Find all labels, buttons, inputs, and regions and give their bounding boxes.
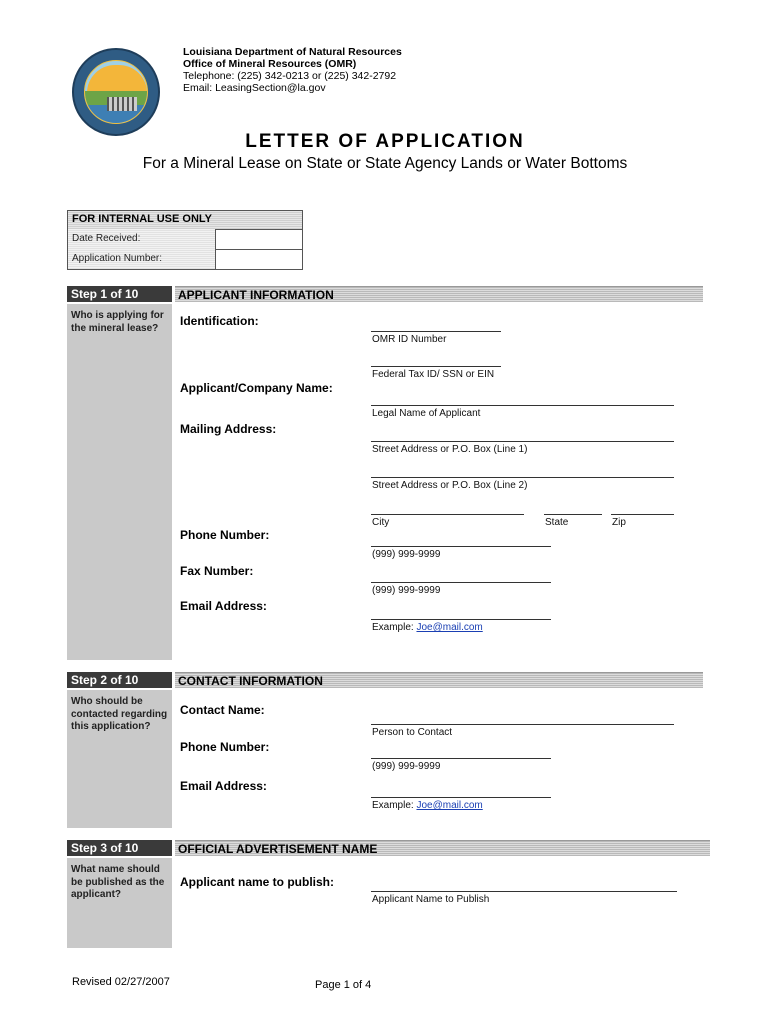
page-number: Page 1 of 4 xyxy=(315,979,372,991)
mailing-address-label: Mailing Address: xyxy=(180,422,277,436)
contact-name-label: Contact Name: xyxy=(180,703,265,717)
page-subtitle: For a Mineral Lease on State or State Agency Lands or Water Bottoms xyxy=(142,155,628,172)
internal-use-heading: FOR INTERNAL USE ONLY xyxy=(68,211,302,229)
contact-email-field[interactable] xyxy=(371,797,551,798)
fax-hint: (999) 999-9999 xyxy=(372,585,441,596)
step1-title: APPLICANT INFORMATION xyxy=(175,286,703,302)
revised-date: Revised 02/27/2007 xyxy=(72,976,170,988)
email-hint xyxy=(372,622,483,633)
tax-id-hint: Federal Tax ID/ SSN or EIN xyxy=(372,369,495,380)
email-example-text: Example: xyxy=(372,622,414,633)
omr-id-field[interactable] xyxy=(371,331,501,332)
company-name-label: Applicant/Company Name: xyxy=(180,381,333,395)
page-title: LETTER OF APPLICATION xyxy=(245,131,525,152)
email-field[interactable] xyxy=(371,619,551,620)
street2-hint: Street Address or P.O. Box (Line 2) xyxy=(372,480,528,491)
city-hint: City xyxy=(372,517,390,528)
street2-field[interactable] xyxy=(371,477,674,478)
omr-id-hint: OMR ID Number xyxy=(372,334,447,345)
street1-field[interactable] xyxy=(371,441,674,442)
state-hint: State xyxy=(545,517,569,528)
application-number-field[interactable] xyxy=(215,249,302,269)
identification-label: Identification: xyxy=(180,314,259,328)
header-department: Louisiana Department of Natural Resources xyxy=(183,46,402,58)
step1-label: Step 1 of 10 xyxy=(67,286,172,302)
date-received-field[interactable] xyxy=(215,229,302,249)
city-field[interactable] xyxy=(371,514,524,515)
header-office: Office of Mineral Resources (OMR) xyxy=(183,58,357,70)
step2-label: Step 2 of 10 xyxy=(67,672,172,688)
publish-name-hint: Applicant Name to Publish xyxy=(372,894,490,905)
state-field[interactable] xyxy=(544,514,602,515)
legal-name-field[interactable] xyxy=(371,405,674,406)
zip-field[interactable] xyxy=(611,514,674,515)
seal-inner xyxy=(84,60,148,124)
step2-question: Who should be contacted regarding this application? xyxy=(67,690,172,828)
zip-hint: Zip xyxy=(612,517,626,528)
step1-question: Who is applying for the mineral lease? xyxy=(67,304,172,660)
header-telephone: Telephone: (225) 342-0213 or (225) 342-2792 xyxy=(183,70,397,82)
publish-name-field[interactable] xyxy=(371,891,677,892)
contact-phone-hint: (999) 999-9999 xyxy=(372,761,441,772)
email-example-link[interactable]: Joe@mail.com xyxy=(416,622,483,633)
phone-field[interactable] xyxy=(371,546,551,547)
contact-name-hint: Person to Contact xyxy=(372,727,453,738)
header-email: Email: LeasingSection@la.gov xyxy=(183,82,326,94)
contact-name-field[interactable] xyxy=(371,724,674,725)
contact-phone-label: Phone Number: xyxy=(180,740,270,754)
contact-email-hint xyxy=(372,800,483,811)
street1-hint: Street Address or P.O. Box (Line 1) xyxy=(372,444,528,455)
phone-hint: (999) 999-9999 xyxy=(372,549,441,560)
department-seal-logo xyxy=(72,48,160,136)
application-number-label: Application Number: xyxy=(68,249,215,269)
phone-label: Phone Number: xyxy=(180,528,270,542)
fax-field[interactable] xyxy=(371,582,551,583)
step3-question: What name should be published as the applicant? xyxy=(67,858,172,948)
step3-title: OFFICIAL ADVERTISEMENT NAME xyxy=(175,840,710,856)
publish-name-label: Applicant name to publish: xyxy=(180,875,335,889)
contact-email-example-text: Example: xyxy=(372,800,414,811)
fax-label: Fax Number: xyxy=(180,564,254,578)
internal-use-box xyxy=(67,210,303,270)
email-label: Email Address: xyxy=(180,599,267,613)
tax-id-field[interactable] xyxy=(371,366,501,367)
contact-phone-field[interactable] xyxy=(371,758,551,759)
date-received-label: Date Received: xyxy=(68,229,215,249)
contact-email-label: Email Address: xyxy=(180,779,267,793)
oil-rig-icon xyxy=(107,97,137,111)
contact-email-example-link[interactable]: Joe@mail.com xyxy=(416,800,483,811)
legal-name-hint: Legal Name of Applicant xyxy=(372,408,481,419)
step3-label: Step 3 of 10 xyxy=(67,840,172,856)
step2-title: CONTACT INFORMATION xyxy=(175,672,703,688)
